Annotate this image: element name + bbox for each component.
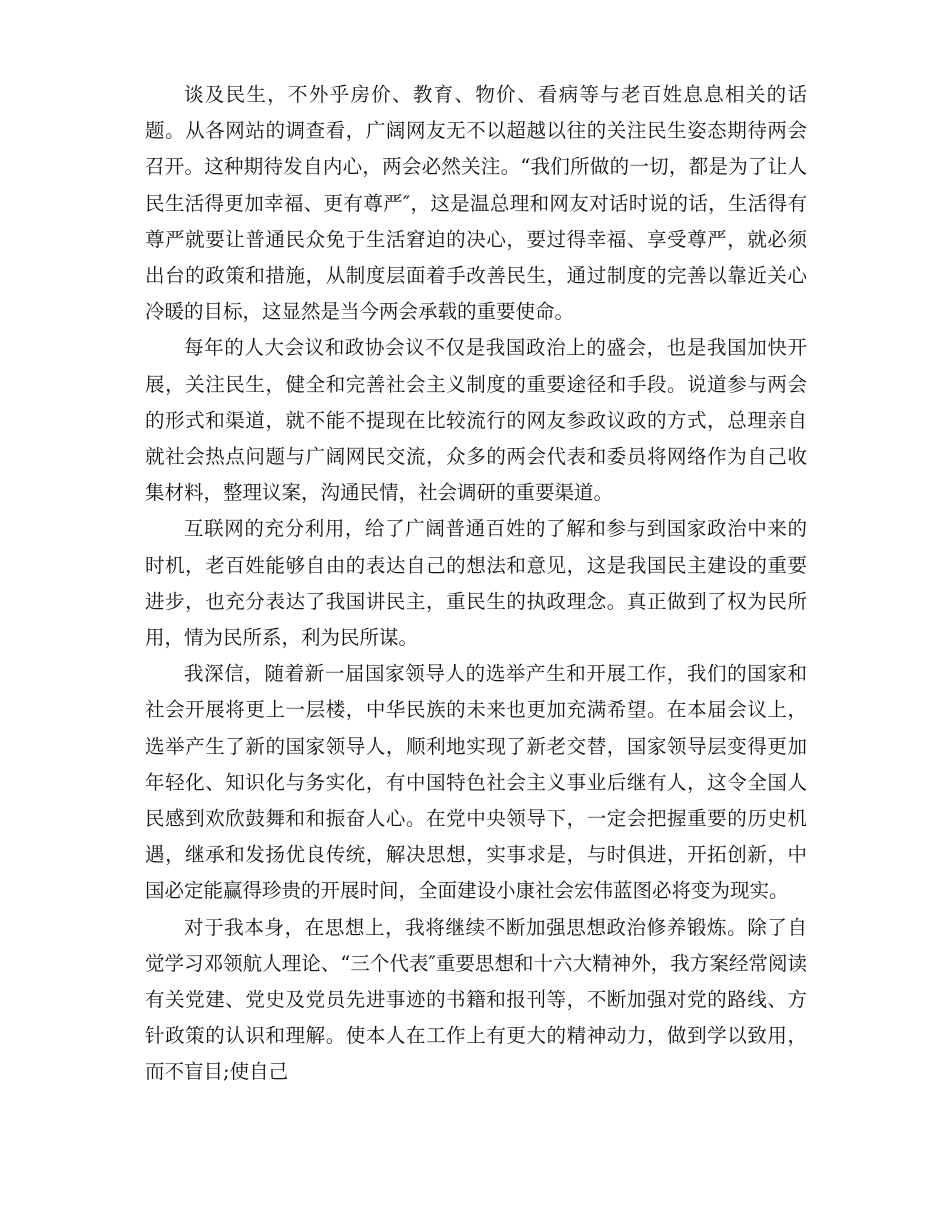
paragraph-3: 互联网的充分利用，给了广阔普通百姓的了解和参与到国家政治中来的时机，老百姓能够自由的表达自己的想法和意见，这是我国民主建设的重要进步，也充分表达了我国讲民主，重民生的执政理念。真正做到了权为民所用，情为民所系，利为民所谋。 xyxy=(145,517,807,650)
document-body xyxy=(145,77,807,1091)
paragraph-4: 我深信，随着新一届国家领导人的选举产生和开展工作，我们的国家和社会开展将更上一层楼，中华民族的未来也更加充满希望。在本届会议上，选举产生了新的国家领导人，顺利地实现了新老交替，国家领导层变得更加年轻化、知识化与务实化，有中国特色社会主义事业后继有人，这令全国人民感到欢欣鼓舞和和振奋人心。在党中央领导下，一定会把握重要的历史机遇，继承和发扬优良传统，解决思想，实事求是，与时俱进，开拓创新，中国必定能赢得珍贵的开展时间，全面建设小康社会宏伟蓝图必将变为现实。 xyxy=(145,662,807,903)
paragraph-5: 对于我本身，在思想上，我将继续不断加强思想政治修养锻炼。除了自觉学习邓领航人理论、“三个代表″重要思想和十六大精神外，我方案经常阅读有关党建、党史及党员先进事迹的书籍和报刊等，不断加强对党的路线、方针政策的认识和理解。使本人在工作上有更大的精神动力，做到学以致用，而不盲目;使自己 xyxy=(145,915,807,1084)
paragraph-2: 每年的人大会议和政协会议不仅是我国政治上的盛会，也是我国加快开展，关注民生，健全和完善社会主义制度的重要途径和手段。说道参与两会的形式和渠道，就不能不提现在比较流行的网友参政议政的方式，总理亲自就社会热点问题与广阔网民交流，众多的两会代表和委员将网络作为自己收集材料，整理议案，沟通民情，社会调研的重要渠道。 xyxy=(145,336,807,505)
paragraph-1: 谈及民生，不外乎房价、教育、物价、看病等与老百姓息息相关的话题。从各网站的调查看，广阔网友无不以超越以往的关注民生姿态期待两会召开。这种期待发自内心，两会必然关注。“我们所做的一切，都是为了让人民生活得更加幸福、更有尊严″，这是温总理和网友对话时说的话，生活得有尊严就要让普通民众免于生活窘迫的决心，要过得幸福、享受尊严，就必须出台的政策和措施，从制度层面着手改善民生，通过制度的完善以靠近关心冷暖的目标，这显然是当今两会承载的重要使命。 xyxy=(145,83,807,324)
